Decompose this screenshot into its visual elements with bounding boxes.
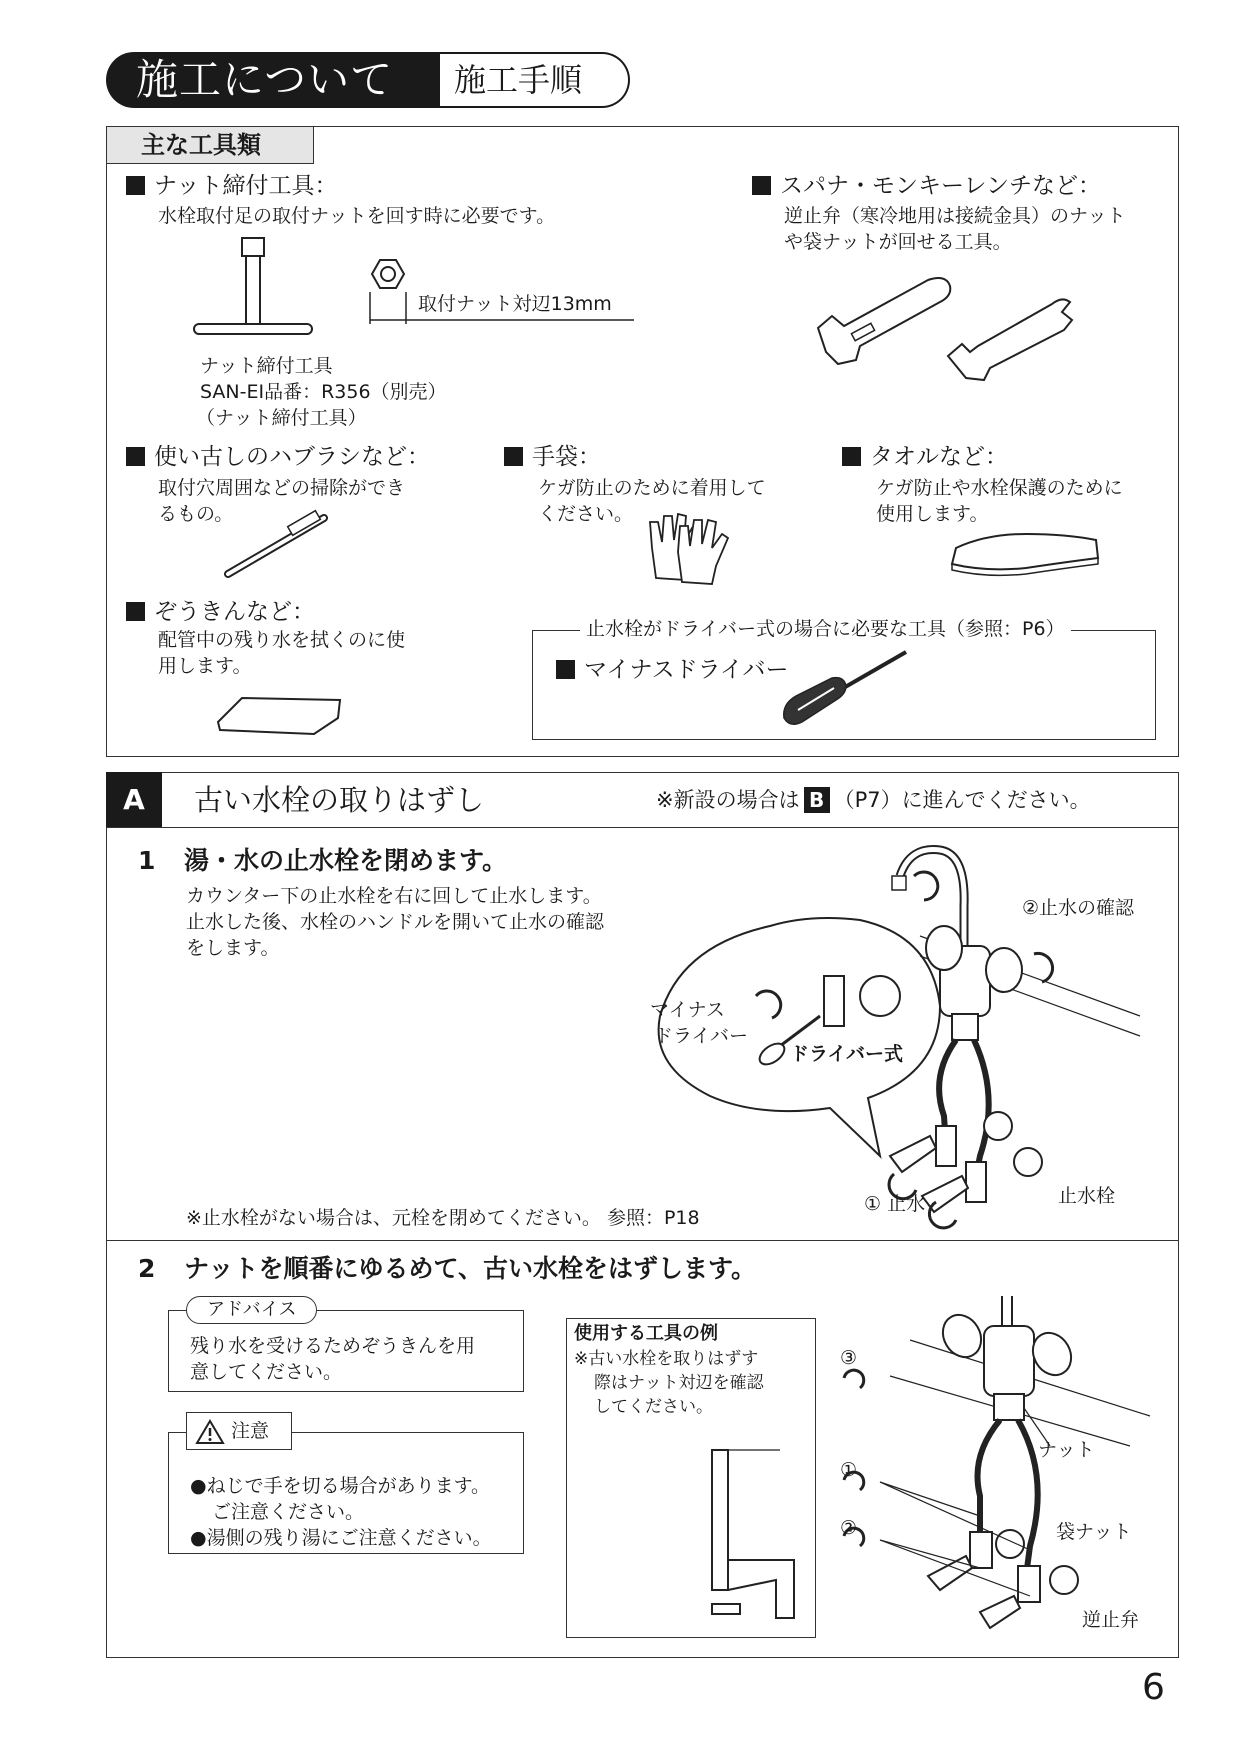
- nut-tool-caption-1: ナット締付工具: [200, 355, 333, 377]
- nut-tool-desc: 水栓取付足の取付ナットを回す時に必要です。: [158, 205, 556, 227]
- driver-box-title: 止水栓がドライバー式の場合に必要な工具（参照：P6）: [580, 617, 1071, 642]
- advice-text-1: 残り水を受けるためぞうきんを用: [190, 1335, 476, 1357]
- label-driver-type: ドライバー式: [790, 1043, 904, 1065]
- brush-desc-2: るもの。: [158, 503, 234, 525]
- spanner-desc-1: 逆止弁（寒冷地用は接続金具）のナット: [784, 205, 1126, 227]
- nut-tool-caption-3: （ナット締付工具）: [196, 407, 367, 429]
- label-minus-2: ドライバー: [654, 1025, 749, 1047]
- nut-wrench-tool-icon: [700, 1440, 810, 1630]
- step2-label-n3: ③: [840, 1347, 858, 1369]
- towel-desc-2: 使用します。: [876, 503, 989, 525]
- advice-text-2: 意してください。: [190, 1361, 343, 1383]
- towel-icon: [946, 528, 1106, 580]
- gloves-heading: 手袋：: [504, 443, 601, 471]
- rag-heading: ぞうきんなど：: [126, 598, 315, 626]
- step-1-desc-2: 止水した後、水栓のハンドルを開いて止水の確認: [186, 911, 605, 933]
- tool-example-text-3: してください。: [594, 1397, 713, 1417]
- towel-desc-1: ケガ防止や水栓保護のために: [876, 477, 1123, 499]
- tool-example-title: 使用する工具の例: [574, 1323, 718, 1344]
- note-pre: ※新設の場合は: [656, 788, 800, 812]
- caution-item-1: ●ねじで手を切る場合があります。: [190, 1475, 491, 1497]
- toothbrush-icon: [224, 508, 334, 578]
- section-a-note: [656, 786, 1091, 814]
- step2-label-check-valve: 逆止弁: [1082, 1609, 1140, 1631]
- nut-wrench-icon: [190, 236, 320, 346]
- section-a-badge: A: [106, 772, 162, 827]
- note-post: （P7）に進んでください。: [833, 788, 1091, 812]
- step-1-footnote: ※止水栓がない場合は、元栓を閉めてください。 参照：P18: [186, 1207, 700, 1229]
- section-b-badge: B: [804, 787, 830, 813]
- advice-label: アドバイス: [186, 1296, 317, 1324]
- step-1-number: 1: [138, 846, 156, 875]
- rag-icon: [210, 690, 350, 738]
- brush-desc-1: 取付穴周囲などの掃除ができ: [158, 477, 406, 499]
- section-title: 施工について: [106, 52, 440, 108]
- tools-tab: 主な工具類: [106, 126, 314, 164]
- towel-heading: タオルなど：: [842, 443, 1008, 471]
- subsection-title: 施工手順: [440, 52, 630, 108]
- step2-label-n2: ②: [840, 1517, 858, 1539]
- nut-tool-caption-2: SAN-EI品番：R356（別売）: [200, 381, 447, 403]
- gloves-icon: [646, 508, 736, 588]
- caution-item-1b: ご注意ください。: [212, 1501, 365, 1523]
- screwdriver-icon: [780, 648, 910, 728]
- rag-desc-1: 配管中の残り水を拭くのに使: [158, 629, 406, 651]
- adjustable-wrench-icon: [808, 268, 958, 368]
- step-2-number: 2: [138, 1254, 156, 1283]
- label-stop: ① 止水: [864, 1193, 926, 1215]
- spanner-desc-2: や袋ナットが回せる工具。: [784, 231, 1012, 253]
- tool-example-text-2: 際はナット対辺を確認: [594, 1373, 764, 1393]
- step-1-title: 湯・水の止水栓を閉めます。: [184, 846, 508, 875]
- caution-item-2: ●湯側の残り湯にご注意ください。: [190, 1527, 492, 1549]
- gloves-desc-2: ください。: [538, 503, 634, 525]
- nut-dimension-label: 取付ナット対辺13mm: [418, 293, 612, 315]
- gloves-desc-1: ケガ防止のために着用して: [538, 477, 766, 499]
- step2-label-cap-nut: 袋ナット: [1056, 1521, 1132, 1543]
- faucet-removal-illustration: [830, 1296, 1160, 1646]
- step2-label-n1: ①: [840, 1459, 858, 1481]
- step-1-desc-1: カウンター下の止水栓を右に回して止水します。: [186, 885, 602, 907]
- label-minus-1: マイナス: [650, 999, 725, 1021]
- spanner-heading: スパナ・モンキーレンチなど：: [752, 172, 1101, 200]
- brush-heading: 使い古しのハブラシなど：: [126, 443, 430, 471]
- page-number: 6: [1142, 1667, 1165, 1708]
- step-divider: [106, 1240, 1179, 1241]
- rag-desc-2: 用します。: [158, 655, 252, 677]
- section-a-title: 古い水栓の取りはずし: [194, 783, 485, 817]
- nut-tool-heading: ナット締付工具：: [126, 172, 338, 200]
- caution-label: 注意: [231, 1420, 270, 1442]
- tool-example-text-1: ※古い水栓を取りはずす: [574, 1349, 759, 1369]
- warning-triangle-icon: [195, 1419, 225, 1445]
- caution-tab: [186, 1412, 292, 1450]
- step-1-desc-3: をします。: [186, 937, 280, 959]
- step-2-title: ナットを順番にゆるめて、古い水栓をはずします。: [184, 1254, 757, 1283]
- label-valve: 止水栓: [1058, 1185, 1116, 1207]
- step2-label-nut: ナット: [1038, 1439, 1095, 1461]
- driver-heading: マイナスドライバー: [556, 656, 788, 684]
- spanner-icon: [940, 290, 1080, 382]
- label-confirm: ②止水の確認: [1022, 897, 1135, 919]
